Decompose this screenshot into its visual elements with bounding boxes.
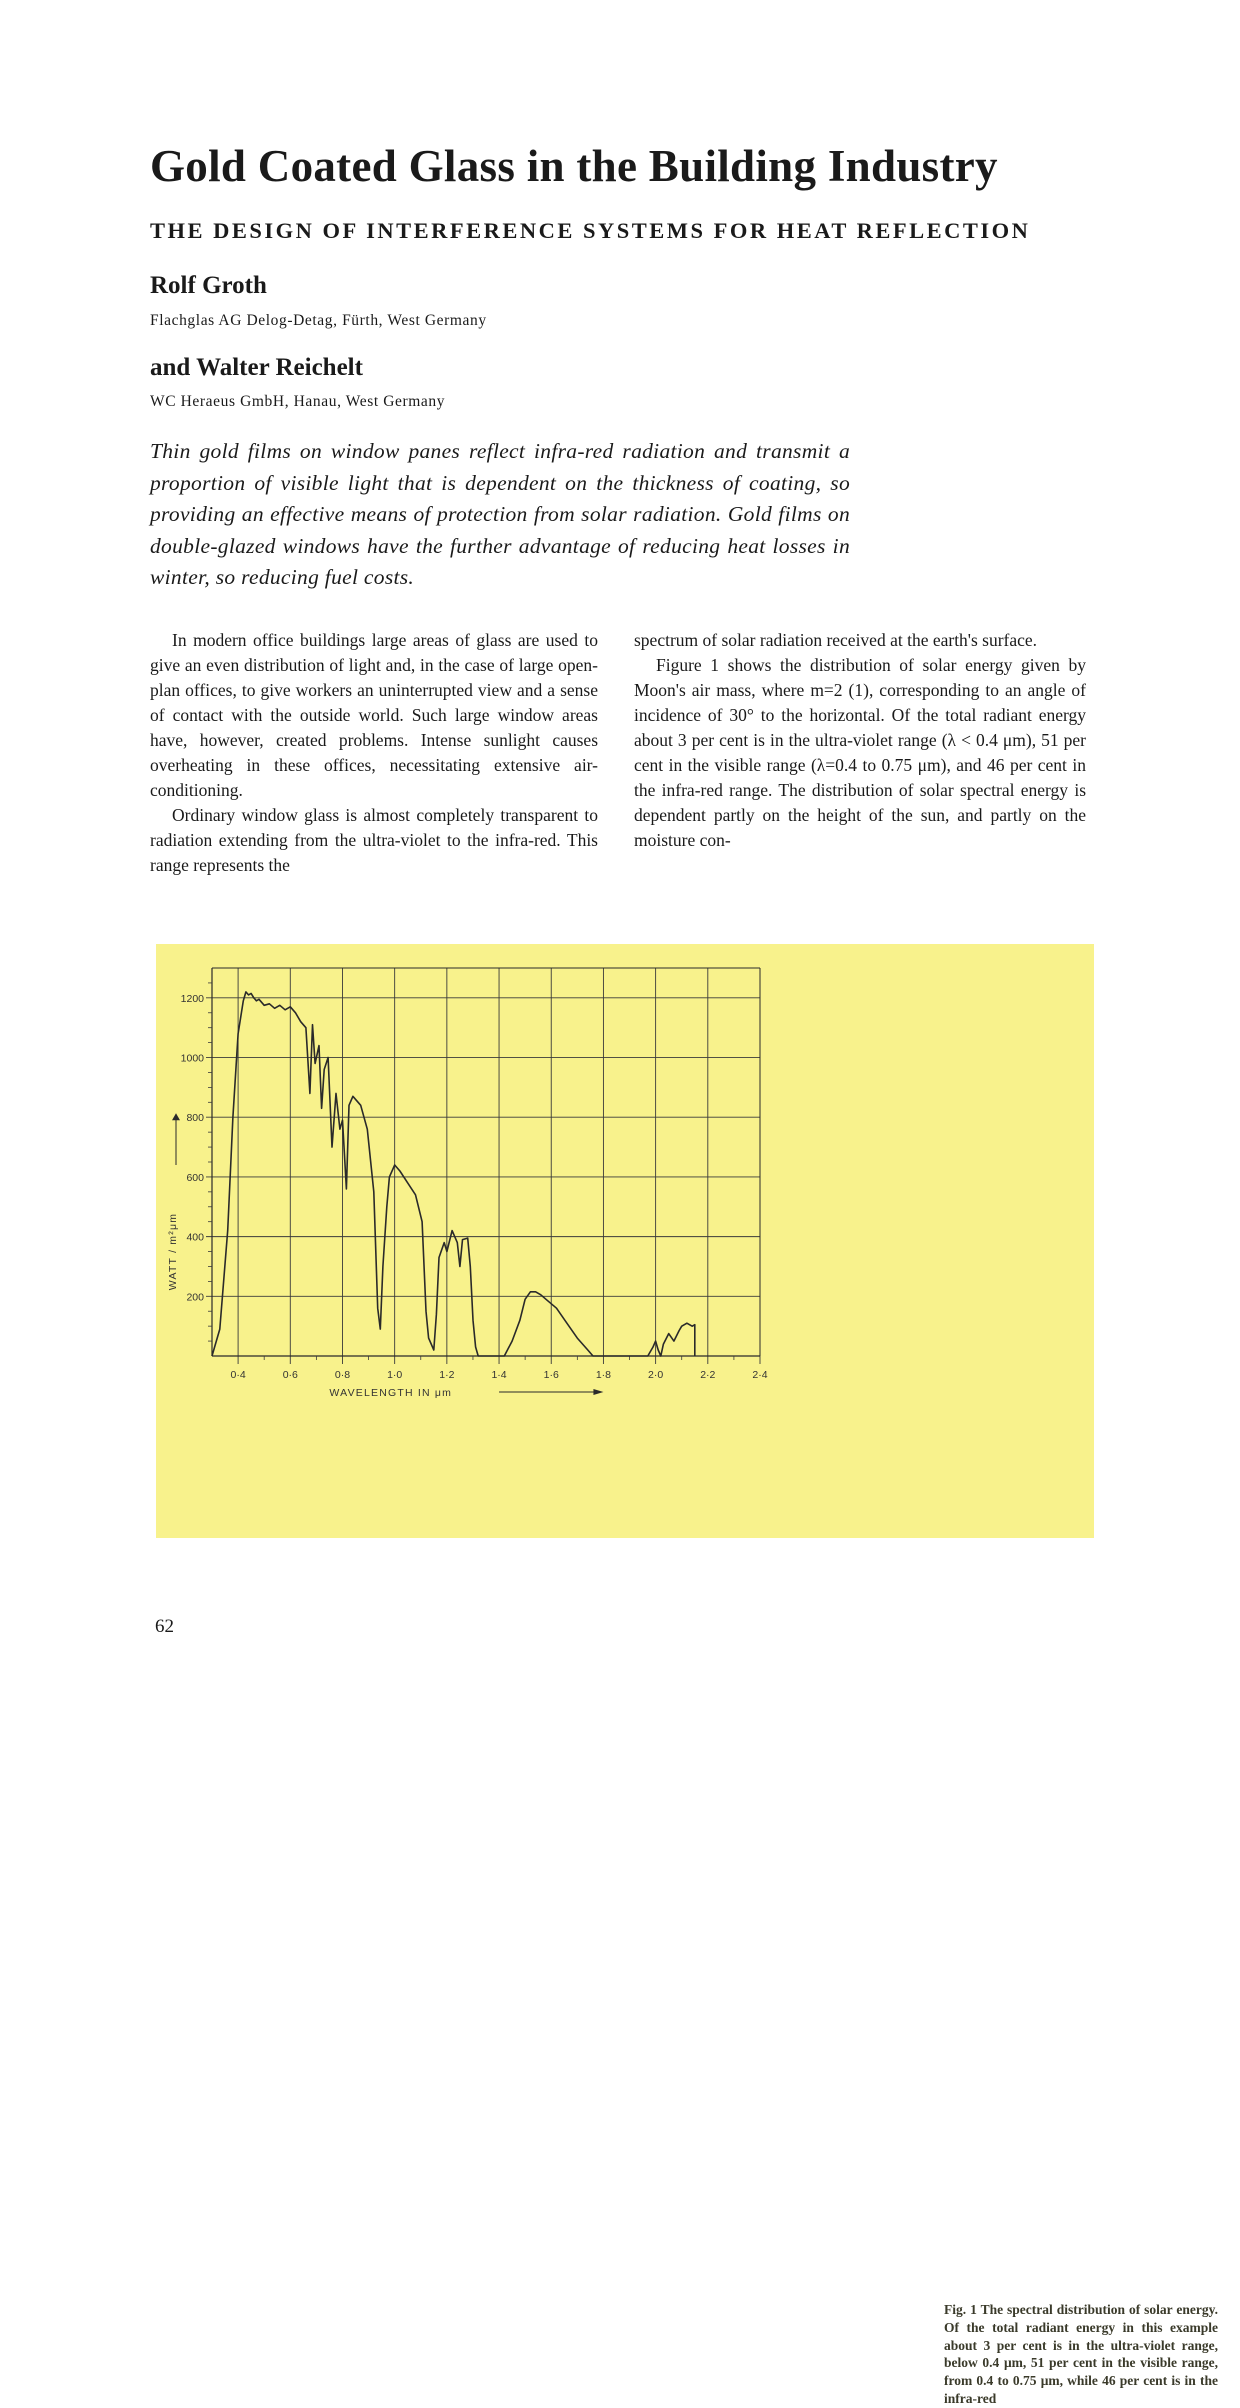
author-name: Rolf Groth (150, 272, 267, 299)
author-affiliation: Flachglas AG Delog-Detag, Fürth, West Germany (150, 312, 487, 329)
y-arrow-head (172, 1113, 180, 1120)
abstract: Thin gold films on window panes reflect infra-red radiation and transmit a proportion of visible light that is dependent on the thickness of coating, so providing an effective means of protection from solar radiation. Gold films on double-glazed windows have the further advantage of reducing heat losses in winter, so reducing fuel costs. (150, 439, 850, 589)
solar-spectrum-line (212, 992, 695, 1356)
spectral-distribution-chart (156, 944, 1094, 1538)
x-tick-label: 0·4 (230, 1369, 246, 1381)
y-tick-label: 800 (186, 1112, 204, 1125)
y-tick-label: 400 (186, 1231, 204, 1244)
figure-caption (944, 2301, 1218, 2408)
figure-caption-text: The spectral distribution of solar energy. Of the total radiant energy in this example about 3 per cent is in the ultra-violet range, below 0.4 μm, 51 per cent in the visible range, from 0.4 to 0.75 μm, while 46 per cent is in the infra-red (944, 2302, 1218, 2406)
body-paragraph: spectrum of solar radiation received at the earth's surface. (634, 630, 1038, 650)
figure-caption-label: Fig. 1 (944, 2302, 977, 2317)
body-column-left (150, 628, 598, 878)
x-arrow-head (593, 1389, 603, 1395)
y-tick-label: 200 (186, 1291, 204, 1304)
author-name: and Walter Reichelt (150, 354, 363, 381)
x-axis-label: WAVELENGTH IN μm (329, 1387, 453, 1399)
x-tick-label: 1·0 (387, 1369, 403, 1381)
x-tick-label: 2·2 (700, 1369, 716, 1381)
body-paragraph: Figure 1 shows the distribution of solar energy given by Moon's air mass, where m=2 (1), corresponding to an angle of incidence of 30° to the horizontal. Of the total radiant energy about 3 per cent is in the ultra-violet range (λ < 0.4 μm), 51 per cent in the visible range (λ=0.4 to 0.75 μm), and 46 per cent in the infra-red range. The distribution of solar spectral energy is dependent partly on the height of the sun, and partly on the moisture con- (634, 655, 1086, 850)
page-number: 62 (155, 1616, 174, 1637)
body-column-right (634, 628, 1086, 853)
x-tick-label: 1·8 (595, 1369, 612, 1381)
body-paragraph: In modern office buildings large areas of glass are used to give an even distribution of light and, in the case of large open-plan offices, to give workers an uninterrupted view and a sense of contact with the outside world. Such large window areas have, however, created problems. Intense sunlight causes overheating in these offices, necessitating extensive air-conditioning. (150, 630, 598, 800)
y-tick-label: 1200 (180, 992, 204, 1005)
x-tick-label: 0·6 (282, 1369, 298, 1381)
chart-axes (212, 968, 760, 1356)
x-tick-label: 2·0 (648, 1369, 664, 1381)
chart-grid (206, 968, 760, 1364)
x-tick-label: 0·8 (334, 1369, 351, 1381)
article-title: Gold Coated Glass in the Building Industry (150, 141, 998, 191)
x-tick-label: 1·6 (543, 1369, 559, 1381)
author-affiliation: WC Heraeus GmbH, Hanau, West Germany (150, 393, 446, 410)
body-paragraph: Ordinary window glass is almost completely transparent to radiation extending from the ultra-violet to the infra-red. This range represents the (150, 805, 598, 875)
x-tick-label: 1·4 (491, 1369, 507, 1381)
chart-ticks (181, 983, 768, 1381)
y-tick-label: 1000 (180, 1052, 204, 1065)
article-subtitle: THE DESIGN OF INTERFERENCE SYSTEMS FOR HEAT REFLECTION (150, 218, 1031, 243)
x-tick-label: 1·2 (439, 1369, 455, 1381)
y-tick-label: 600 (186, 1171, 204, 1184)
y-axis-label: WATT / m²μm (167, 1212, 179, 1291)
axis-arrows (172, 1113, 603, 1395)
x-tick-label: 2·4 (752, 1369, 768, 1381)
